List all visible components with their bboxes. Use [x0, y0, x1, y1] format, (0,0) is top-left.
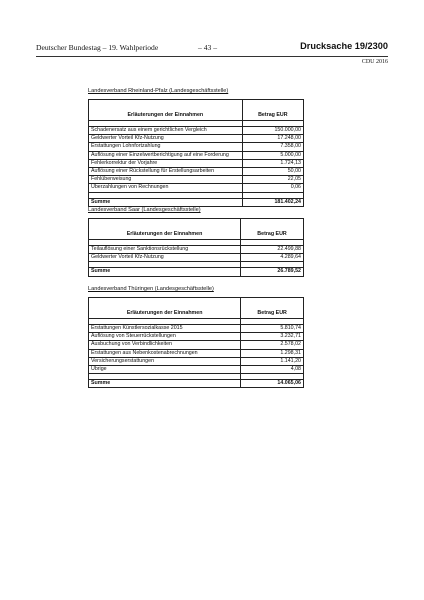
table-row: [89, 168, 304, 176]
column-header-description: Erläuterungen der Einnahmen: [89, 298, 241, 319]
row-amount: 5.810,74: [241, 325, 304, 333]
row-amount: 1.724,13: [242, 159, 303, 167]
column-header-amount: Betrag EUR: [241, 219, 304, 240]
table-row: [89, 333, 304, 341]
parliament-label: Deutscher Bundestag – 19. Wahlperiode: [36, 43, 159, 52]
document-number: [300, 41, 388, 51]
row-amount: 50,00: [242, 168, 303, 176]
row-label: Ausbuchung von Verbindlichkeiten: [89, 341, 241, 349]
table-row: [89, 135, 304, 143]
table-row: [89, 246, 304, 254]
table-row: [89, 357, 304, 365]
row-label: Übrige: [89, 366, 241, 374]
income-table: [88, 99, 304, 207]
table-row: [89, 325, 304, 333]
section-title: Landesverband Saar (Landesgeschäftsstelle): [88, 207, 201, 213]
document-number-label: Drucksache 19/: [300, 41, 368, 51]
table-header-row: [89, 298, 304, 319]
row-amount: 4.289,64: [241, 254, 304, 262]
table-row: [89, 159, 304, 167]
table-row: [89, 254, 304, 262]
row-label: Geldwerter Vorteil Kfz-Nutzung: [89, 254, 241, 262]
row-label: Auflösung einer Rückstellung für Erstellungsarbeiten: [89, 168, 243, 176]
row-label: Erstattungen Künstlersozialkasse 2015: [89, 325, 241, 333]
page-number: – 43 –: [198, 43, 217, 52]
row-amount: 7.358,00: [242, 143, 303, 151]
table-row: [89, 184, 304, 192]
sum-row: [89, 380, 304, 388]
income-table: [88, 218, 304, 277]
document-number-value: 2300: [367, 41, 388, 51]
row-amount: 1.298,31: [241, 349, 304, 357]
page-header: [36, 40, 388, 57]
table-row: [89, 366, 304, 374]
row-amount: 22.499,88: [241, 246, 304, 254]
row-label: Teilauflösung einer Sanktionsrückstellung: [89, 246, 241, 254]
column-header-amount: Betrag EUR: [241, 298, 304, 319]
section-title: Landesverband Rheinland-Pfalz (Landesgeschäftsstelle): [88, 88, 229, 94]
sum-label: Summe: [89, 380, 241, 388]
row-label: Auflösung von Steuerrückstellungen: [89, 333, 241, 341]
table-row: [89, 127, 304, 135]
row-amount: 17.248,00: [242, 135, 303, 143]
row-amount: 150.000,00: [242, 127, 303, 135]
section-thueringen: [88, 286, 304, 388]
row-label: Überzahlungen von Rechnungen: [89, 184, 243, 192]
table-row: [89, 143, 304, 151]
row-label: Erstattungen Lohnfortzahlung: [89, 143, 243, 151]
income-table: [88, 297, 304, 388]
row-label: Geldwerter Vorteil Kfz-Nutzung: [89, 135, 243, 143]
row-label: Fehlüberweisung: [89, 176, 243, 184]
table-row: [89, 341, 304, 349]
row-amount: 0,06: [242, 184, 303, 192]
row-label: Fehlerkorrektur der Vorjahre: [89, 159, 243, 167]
row-amount: 2.578,02: [241, 341, 304, 349]
sum-amount: 26.789,52: [241, 268, 304, 276]
row-amount: 1.141,20: [241, 357, 304, 365]
section-rheinland-pfalz: [88, 88, 304, 207]
party-year-label: CDU 2016: [361, 59, 388, 65]
table-header-row: [89, 100, 304, 121]
section-title: Landesverband Thüringen (Landesgeschäftsstelle): [88, 286, 214, 292]
table-row: [89, 176, 304, 184]
table-row: [89, 349, 304, 357]
row-label: Auflösung einer Einzelwertberichtigung auf eine Forderung: [89, 151, 243, 159]
section-saar: [88, 207, 304, 277]
sum-label: Summe: [89, 268, 241, 276]
row-amount: 3.232,71: [241, 333, 304, 341]
sum-row: [89, 268, 304, 276]
sum-amount: 14.065,06: [241, 380, 304, 388]
sum-label: Summe: [89, 198, 243, 206]
row-amount: 4,08: [241, 366, 304, 374]
sum-amount: 181.402,24: [242, 198, 303, 206]
row-label: Erstattungen aus Nebenkostenabrechnungen: [89, 349, 241, 357]
row-amount: 22,05: [242, 176, 303, 184]
row-label: Versicherungserstattungen: [89, 357, 241, 365]
row-label: Schadenersatz aus einem gerichtlichen Vergleich: [89, 127, 243, 135]
column-header-description: Erläuterungen der Einnahmen: [89, 219, 241, 240]
table-row: [89, 151, 304, 159]
sum-row: [89, 198, 304, 206]
table-header-row: [89, 219, 304, 240]
column-header-description: Erläuterungen der Einnahmen: [89, 100, 243, 121]
row-amount: 5.000,00: [242, 151, 303, 159]
column-header-amount: Betrag EUR: [242, 100, 303, 121]
